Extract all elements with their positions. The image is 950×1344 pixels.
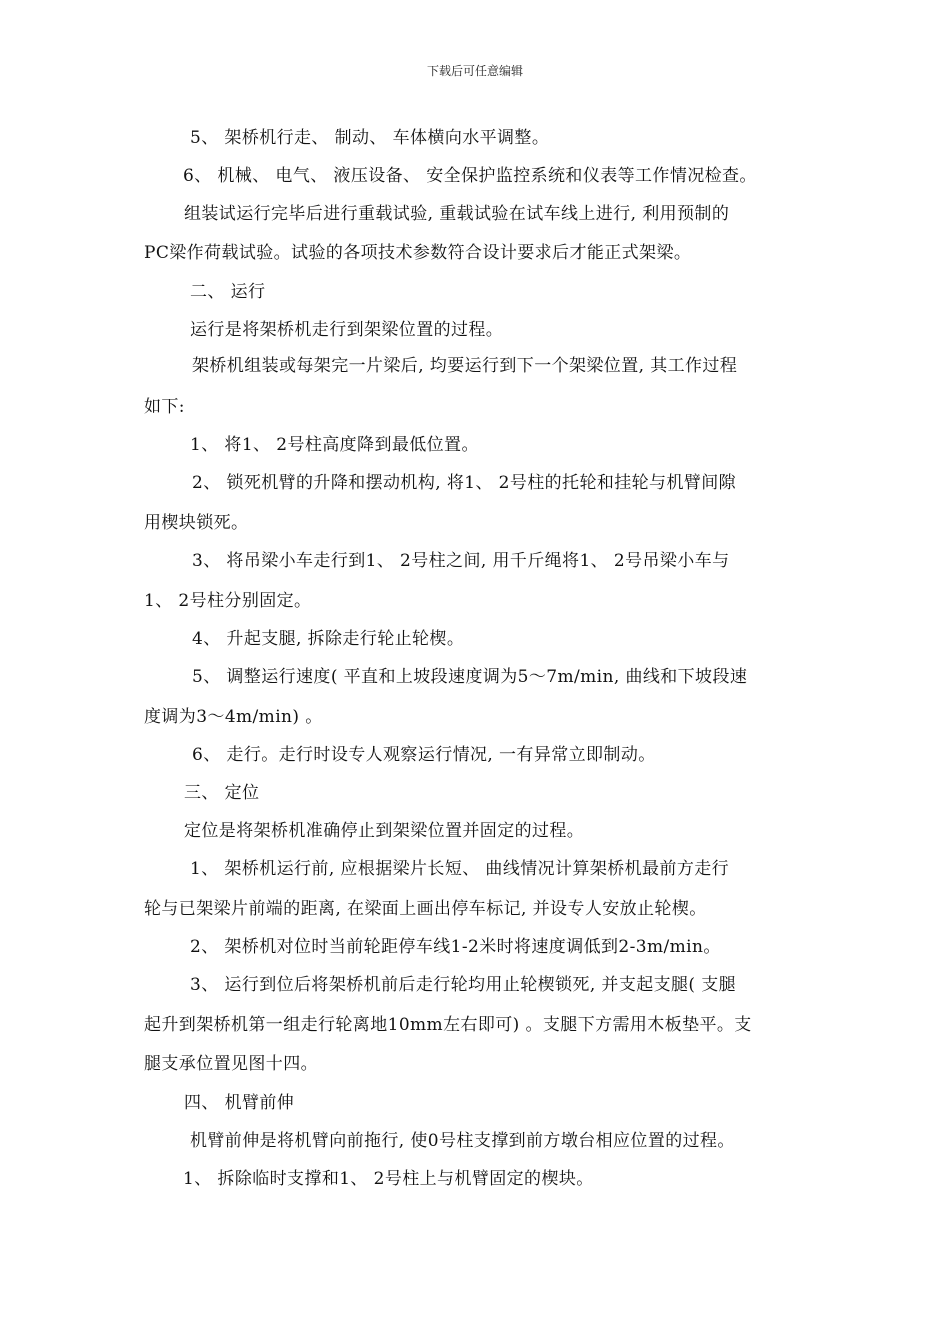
paragraph-line: 1、 架桥机运行前, 应根据梁片长短、 曲线情况计算架桥机最前方走行 bbox=[190, 859, 730, 879]
paragraph-line: 腿支承位置见图十四。 bbox=[144, 1054, 318, 1074]
page-header: 下载后可任意编辑 bbox=[426, 64, 523, 78]
paragraph-line: 定位是将架桥机准确停止到架梁位置并固定的过程。 bbox=[184, 821, 585, 841]
paragraph-line: 1、 拆除临时支撑和1、 2号柱上与机臂固定的楔块。 bbox=[183, 1169, 594, 1189]
paragraph-line: 4、 升起支腿, 拆除走行轮止轮楔。 bbox=[192, 629, 465, 649]
paragraph-line: 机臂前伸是将机臂向前拖行, 使0号柱支撑到前方墩台相应位置的过程。 bbox=[190, 1131, 735, 1151]
section-heading: 三、 定位 bbox=[184, 783, 260, 803]
paragraph-line: 6、 走行。走行时设专人观察运行情况, 一有异常立即制动。 bbox=[192, 745, 656, 765]
paragraph-line: 如下: bbox=[144, 397, 185, 417]
paragraph-line: 6、 机械、 电气、 液压设备、 安全保护监控系统和仪表等工作情况检查。 bbox=[183, 166, 757, 186]
paragraph-line: 组装试运行完毕后进行重载试验, 重载试验在试车线上进行, 利用预制的 bbox=[184, 204, 730, 224]
paragraph-line: 3、 运行到位后将架桥机前后走行轮均用止轮楔锁死, 并支起支腿( 支腿 bbox=[190, 975, 737, 995]
paragraph-line: 3、 将吊梁小车走行到1、 2号柱之间, 用千斤绳将1、 2号吊梁小车与 bbox=[192, 551, 730, 571]
paragraph-line: 5、 调整运行速度( 平直和上坡段速度调为5～7m/min, 曲线和下坡段速 bbox=[192, 667, 748, 687]
paragraph-line: 1、 将1、 2号柱高度降到最低位置。 bbox=[190, 435, 479, 455]
paragraph-line: 起升到架桥机第一组走行轮离地10mm左右即可) 。支腿下方需用木板垫平。支 bbox=[144, 1015, 752, 1035]
paragraph-line: 架桥机组装或每架完一片梁后, 均要运行到下一个架梁位置, 其工作过程 bbox=[192, 356, 738, 376]
paragraph-line: PC梁作荷载试验。试验的各项技术参数符合设计要求后才能正式架梁。 bbox=[144, 243, 692, 263]
paragraph-line: 1、 2号柱分别固定。 bbox=[144, 591, 312, 611]
section-heading: 四、 机臂前伸 bbox=[184, 1093, 295, 1113]
paragraph-line: 度调为3～4m/min) 。 bbox=[144, 707, 323, 727]
paragraph-line: 2、 架桥机对位时当前轮距停车线1-2米时将速度调低到2-3m/min。 bbox=[190, 937, 721, 957]
paragraph-line: 2、 锁死机臂的升降和摆动机构, 将1、 2号柱的托轮和挂轮与机臂间隙 bbox=[192, 473, 737, 493]
paragraph-line: 5、 架桥机行走、 制动、 车体横向水平调整。 bbox=[190, 128, 550, 148]
paragraph-line: 轮与已架梁片前端的距离, 在梁面上画出停车标记, 并设专人安放止轮楔。 bbox=[144, 899, 707, 919]
section-heading: 二、 运行 bbox=[190, 282, 266, 302]
paragraph-line: 用楔块锁死。 bbox=[144, 513, 249, 533]
paragraph-line: 运行是将架桥机走行到架梁位置的过程。 bbox=[190, 320, 504, 340]
